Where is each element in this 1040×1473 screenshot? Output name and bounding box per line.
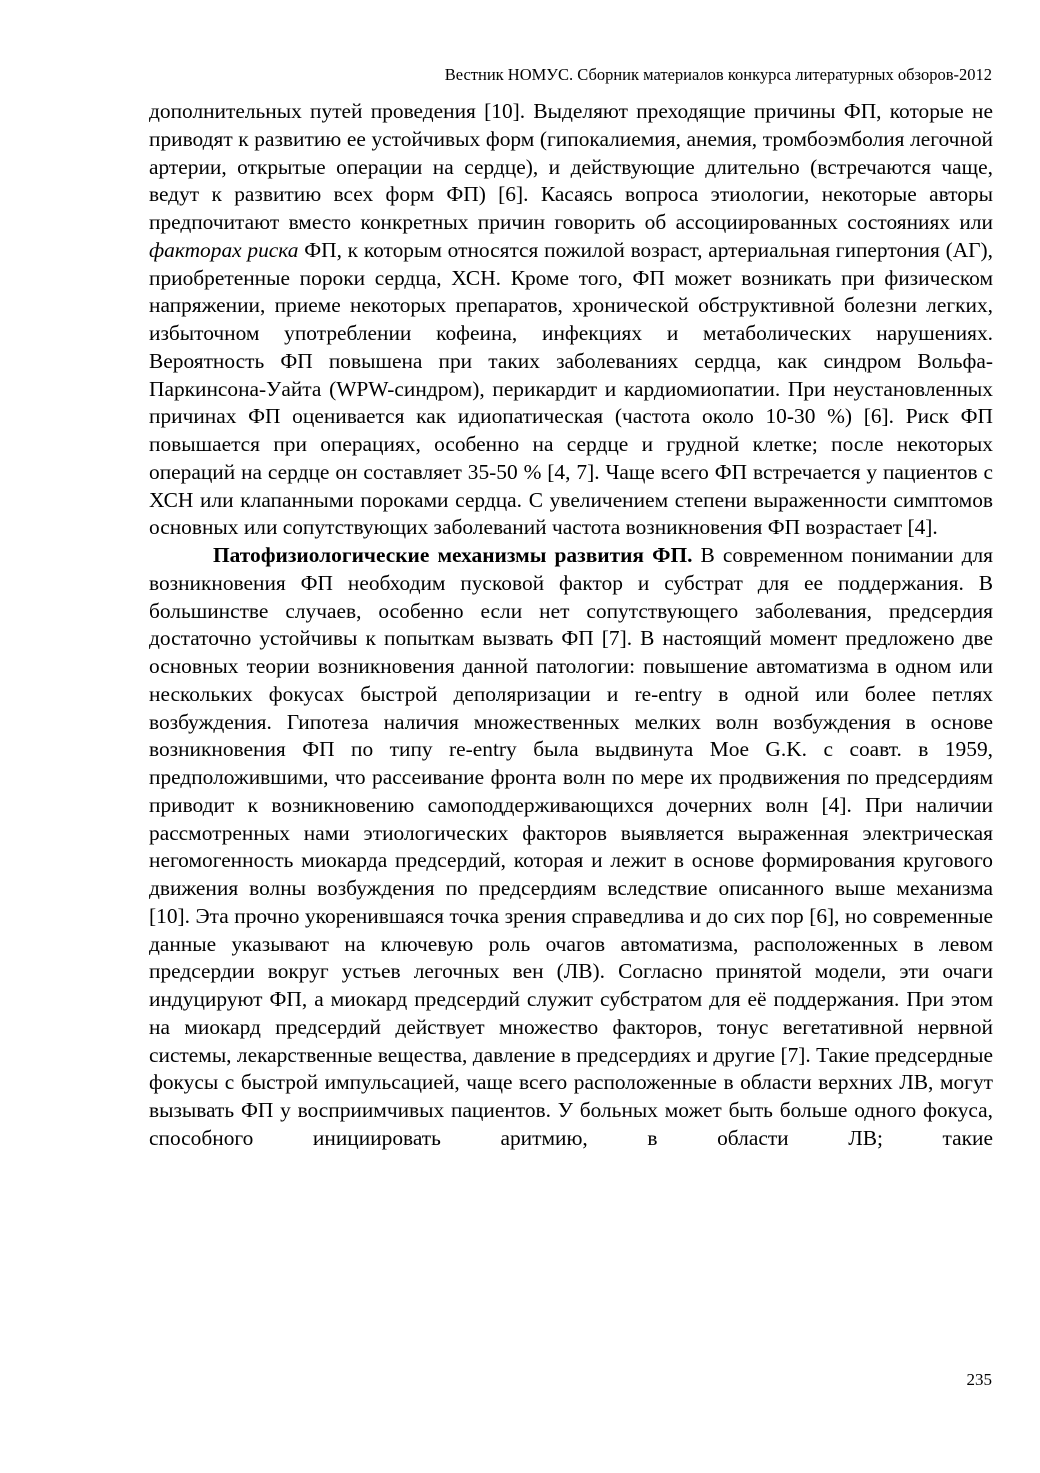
paragraph-etiology <box>149 98 993 542</box>
page-number: 235 <box>966 1370 992 1389</box>
paragraph-pathophysiology-text: В современном понимании для возникновения ФП необходим пусковой фактор и субстрат для ее поддержания. В большинстве случаев, особенно если нет сопутствующего заболевания, предсердия достаточно устойчивы к попыткам вызвать ФП [7]. В настоящий момент предложено две основных теории возникновения данной патологии: повышение автоматизма в одном или нескольких фокусах быстрой деполяризации и re-entry в одной или более петлях возбуждения. Гипотеза наличия множественных мелких волн возбуждения в основе возникновения ФП по типу re-entry была выдвинута Moe G.K. с соавт. в 1959, предположившими, что рассеивание фронта волн по мере их продвижения по предсердиям приводит к возникновению самоподдерживающихся дочерних волн [4]. При наличии рассмотренных нами этиологических факторов выявляется выраженная электрическая негомогенность миокарда предсердий, которая и лежит в основе формирования кругового движения волны возбуждения по предсердиям вследствие описанного выше механизма [10]. Эта прочно укоренившаяся точка зрения справедлива и до сих пор [6], но современные данные указывают на ключевую роль очагов автоматизма, расположенных в левом предсердии вокруг устьев легочных вен (ЛВ). Согласно принятой модели, эти очаги индуцируют ФП, а миокард предсердий служит субстратом для её поддержания. При этом на миокард предсердий действует множество факторов, тонус вегетативной нервной системы, лекарственные вещества, давление в предсердиях и другие [7]. Такие предсердные фокусы с быстрой импульсацией, чаще всего расположенные в области верхних ЛВ, могут вызывать ФП у восприимчивых пациентов. У больных может быть больше одного фокуса, способного инициировать аритмию, в области ЛВ; такие <box>149 543 993 1150</box>
paragraph-etiology-text-a: дополнительных путей проведения [10]. Выделяют преходящие причины ФП, которые не приводят к развитию ее устойчивых форм (гипокалиемия, анемия, тромбоэмболия легочной артерии, открытые операции на сердце), и действующие длительно (встречаются чаще, ведут к развитию всех форм ФП) [6]. Касаясь вопроса этиологии, некоторые авторы предпочитают вместо конкретных причин говорить об ассоциированных состояниях или <box>149 99 993 234</box>
section-heading-pathophysiology: Патофизиологические механизмы развития ФП. <box>213 543 693 567</box>
risk-factors-term: факторах риска <box>149 237 299 262</box>
paragraph-etiology-text-b: ФП, к которым относятся пожилой возраст, артериальная гипертония (АГ), приобретенные пороки сердца, ХСН. Кроме того, ФП может возникать при физическом напряжении, приеме некоторых препаратов, хронической обструктивной болезни легких, избыточном употреблении кофеина, инфекциях и метаболических нарушениях. Вероятность ФП повышена при таких заболеваниях сердца, как синдром Вольфа-Паркинсона-Уайта (WPW-синдром), перикардит и кардиомиопатии. При неустановленных причинах ФП оценивается как идиопатическая (частота около 10-30 %) [6]. Риск ФП повышается при операциях, особенно на сердце и грудной клетке; после некоторых операций на сердце он составляет 35-50 % [4, 7]. Чаще всего ФП встречается у пациентов с ХСН или клапанными пороками сердца. С увеличением степени выраженности симптомов основных или сопутствующих заболеваний частота возникновения ФП возрастает [4]. <box>149 237 993 540</box>
body-text <box>149 98 993 1153</box>
paragraph-pathophysiology <box>149 542 993 1153</box>
running-header: Вестник НОМУС. Сборник материалов конкурса литературных обзоров-2012 <box>444 65 992 84</box>
